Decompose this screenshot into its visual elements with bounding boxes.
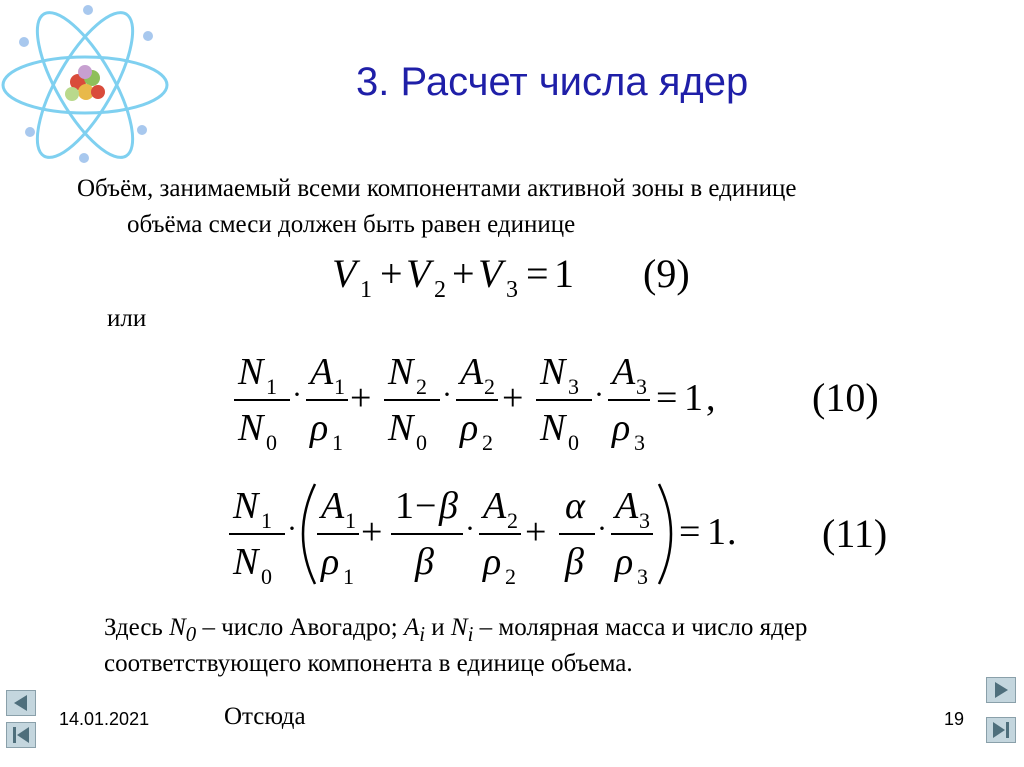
svg-text:β: β — [565, 541, 584, 583]
svg-text:A: A — [612, 351, 636, 393]
atom-logo-icon — [0, 0, 180, 165]
svg-text:ρ: ρ — [460, 407, 479, 449]
svg-text:·: · — [292, 378, 302, 411]
svg-text:1: 1 — [266, 374, 277, 399]
eq10-number: (10) — [812, 375, 879, 420]
svg-text:ρ: ρ — [615, 541, 634, 583]
slide-date: 14.01.2021 — [59, 709, 150, 729]
eq9-plus1: + — [380, 251, 403, 296]
svg-text:N: N — [233, 485, 259, 527]
svg-text:1: 1 — [334, 374, 345, 399]
explanation-line-2: соответствующего компонента в единице объема. — [104, 650, 633, 677]
slide-title: 3. Расчет числа ядер — [356, 60, 749, 104]
svg-text:A: A — [460, 351, 484, 393]
eq10-equals: = — [656, 377, 678, 419]
svg-text:ρ: ρ — [612, 407, 631, 449]
nav-next-button[interactable] — [986, 677, 1016, 703]
eq11-term3 — [559, 485, 653, 589]
svg-text:2: 2 — [482, 430, 493, 455]
svg-text:3: 3 — [634, 430, 645, 455]
svg-text:3: 3 — [639, 508, 650, 533]
explanation-line-1: Здесь $N_0$ – число Авогадро; $A_i$ и $N_i$ – молярная масса и число ядер — [104, 614, 808, 646]
triangle-right-icon — [987, 678, 1015, 702]
intro-line-2: объёма смеси должен быть равен единице — [127, 211, 576, 238]
svg-text:·: · — [465, 512, 475, 545]
svg-text:1: 1 — [345, 508, 356, 533]
svg-text:2: 2 — [507, 508, 518, 533]
svg-text:A: A — [321, 485, 345, 527]
nav-last-button[interactable] — [986, 717, 1016, 743]
svg-text:ρ: ρ — [310, 407, 329, 449]
svg-text:N: N — [238, 351, 264, 393]
eq10-term2 — [384, 351, 498, 455]
svg-text:N: N — [540, 407, 566, 449]
svg-text:α: α — [565, 485, 585, 527]
svg-text:β: β — [415, 541, 434, 583]
svg-text:ρ: ρ — [483, 541, 502, 583]
or-word: или — [107, 305, 147, 332]
svg-text:1: 1 — [343, 564, 354, 589]
svg-text:2: 2 — [505, 564, 516, 589]
nav-previous-button[interactable] — [6, 690, 36, 716]
eq11-left-paren — [303, 484, 315, 584]
eq11-n-fraction — [229, 485, 285, 589]
svg-text:1: 1 — [395, 485, 414, 527]
eq10-term3 — [536, 351, 650, 455]
eq10-comma: , — [706, 377, 716, 419]
svg-text:0: 0 — [568, 430, 579, 455]
eq9-plus2: + — [452, 251, 475, 296]
svg-text:3: 3 — [636, 374, 647, 399]
svg-text:N: N — [233, 541, 259, 583]
eq11-dot0: · — [287, 512, 297, 545]
eq9-one: 1 — [554, 251, 574, 296]
svg-text:0: 0 — [416, 430, 427, 455]
svg-text:·: · — [597, 512, 607, 545]
eq9-sub1: 1 — [360, 277, 372, 303]
svg-text:·: · — [442, 378, 452, 411]
eq9-sub2: 2 — [434, 277, 446, 303]
eq11-term2 — [391, 485, 521, 589]
eq11-term1 — [317, 485, 359, 589]
nav-first-button[interactable] — [6, 722, 36, 748]
equation-9 — [330, 245, 590, 305]
eq9-number: (9) — [643, 251, 690, 296]
svg-text:1: 1 — [261, 508, 272, 533]
svg-text:1: 1 — [332, 430, 343, 455]
eq10-plus1: + — [350, 377, 372, 419]
eq10-term1 — [234, 351, 348, 455]
equation-10 — [230, 340, 730, 460]
eq9-equals: = — [526, 251, 549, 296]
svg-text:N: N — [388, 351, 414, 393]
eq11-right-paren — [659, 484, 671, 584]
eq11-plus1: + — [361, 511, 383, 553]
svg-text:·: · — [594, 378, 604, 411]
eq11-period: . — [727, 511, 737, 553]
eq9-v1: V — [332, 251, 357, 296]
eq11-number: (11) — [822, 511, 888, 556]
eq11-plus2: + — [525, 511, 547, 553]
eq10-plus2: + — [502, 377, 524, 419]
eq9-v3: V — [478, 251, 503, 296]
svg-text:β: β — [439, 485, 458, 527]
eq9-v2: V — [406, 251, 431, 296]
skip-last-icon — [987, 718, 1015, 742]
eq10-one: 1 — [684, 377, 703, 419]
skip-first-icon — [7, 723, 35, 747]
triangle-left-icon — [7, 691, 35, 715]
eq9-sub3: 3 — [506, 277, 518, 303]
svg-text:−: − — [415, 485, 437, 527]
svg-text:2: 2 — [416, 374, 427, 399]
svg-text:ρ: ρ — [321, 541, 340, 583]
slide-page-number: 19 — [944, 709, 965, 729]
svg-text:0: 0 — [266, 430, 277, 455]
eq11-one: 1 — [707, 511, 726, 553]
svg-text:N: N — [540, 351, 566, 393]
svg-text:N: N — [388, 407, 414, 449]
equation-11 — [225, 478, 745, 593]
intro-line-1: Объём, занимаемый всеми компонентами активной зоны в единице — [77, 175, 797, 202]
svg-text:0: 0 — [261, 564, 272, 589]
svg-text:3: 3 — [637, 564, 648, 589]
hence-word: Отсюда — [224, 703, 306, 730]
eq11-equals: = — [679, 511, 701, 553]
svg-text:A: A — [615, 485, 639, 527]
svg-text:A: A — [310, 351, 334, 393]
svg-text:3: 3 — [568, 374, 579, 399]
svg-text:2: 2 — [484, 374, 495, 399]
svg-text:N: N — [238, 407, 264, 449]
svg-text:A: A — [483, 485, 507, 527]
